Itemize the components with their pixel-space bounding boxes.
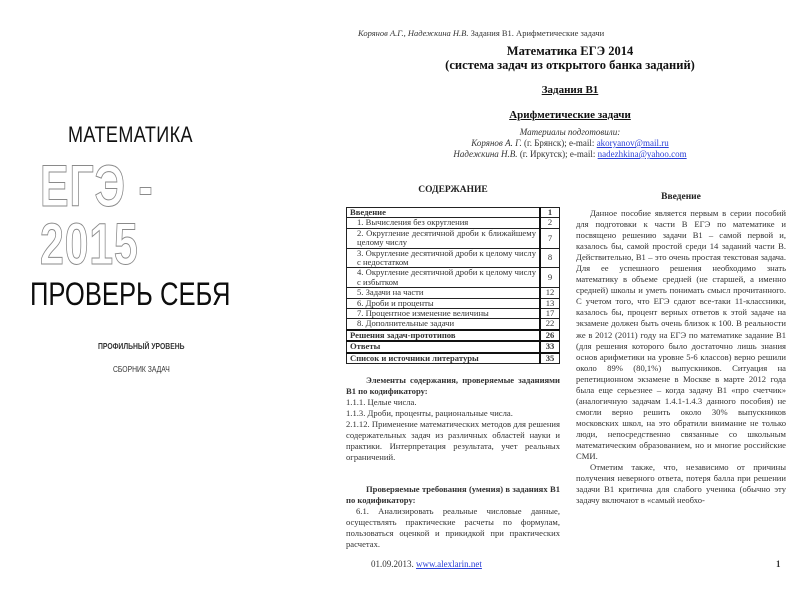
introduction-text — [576, 208, 786, 506]
toc-label: 5. Задачи на части — [347, 288, 541, 298]
toc-row[interactable] — [347, 248, 560, 268]
toc-row[interactable] — [347, 288, 560, 298]
toc-page-number: 35 — [540, 353, 560, 364]
toc-page-number: 33 — [540, 341, 560, 352]
toc-page-number: 8 — [540, 248, 560, 268]
prepared-label: Материалы подготовили: — [519, 127, 621, 137]
introduction-paragraph: Данное пособие является первым в серии пособий для подготовки к части B ЕГЭ по математике и посвящено решению задачи B1 – самой первой и, казалось бы, самой простой среди 14 заданий части B. Действительно, B1 – это очень простая текстовая задача. Для ее успешного решения необходимо знать математику в объеме средней (не старшей, а именно средней) школы и уметь понимать смысл прочитанного. С учетом того, что ЕГЭ сдают все-таки 11-классники, казалось бы, процент верных ответов к этой задаче на экзамене должен быть очень близок к 100. В реальности же в 2012 (2011) году на ЕГЭ по математике задание B1 (для решения которого было достаточно лишь знания основ арифметики на уровне 5-6 классов) верно решили около 89% (80,1%) выпускников. Ситуация на репетиционном экзамене в Москве в марте 2012 года была еще серьезнее – когда задачу B1 «про счетчик» (аналогичную задачам 1.4.1-1.4.3 данного пособия) не смогли верно решить около 30% выпускников московских школ, на это обратили внимание не только люди, непосредственно связанные со школьным математическим образованием, но и многие российские СМИ. — [576, 208, 786, 462]
toc-label: Список и источники литературы — [347, 353, 541, 364]
cover-subject: МАТЕМАТИКА — [68, 122, 193, 147]
cover-exam-title: ЕГЭ - 2015 — [40, 154, 154, 277]
toc-row[interactable] — [347, 353, 560, 364]
authors-block — [340, 127, 800, 160]
codifier-item: 2.1.12. Применение математических методов для решения содержательных задач из различных областей науки и практики. Интерпретация результата, учет реальных ограничений. — [346, 419, 560, 462]
introduction-heading: Введение — [661, 192, 701, 202]
toc-row[interactable] — [347, 218, 560, 228]
cover-page — [0, 0, 330, 600]
toc-row[interactable] — [347, 330, 560, 341]
author-email-link[interactable]: nadezhkina@yahoo.com — [597, 149, 687, 159]
running-head-topic: Задания B1. Арифметические задачи — [470, 28, 605, 38]
author-line-2 — [340, 149, 800, 160]
cover-tagline: ПРОВЕРЬ СЕБЯ — [30, 276, 231, 312]
toc-row[interactable] — [347, 309, 560, 319]
toc-page-number: 22 — [540, 319, 560, 330]
section-heading: Задания B1 — [541, 84, 599, 96]
toc-label: Решения задач-прототипов — [347, 330, 541, 341]
document-page — [340, 0, 800, 600]
toc-page-number: 9 — [540, 268, 560, 288]
toc-label: 6. Дроби и проценты — [347, 298, 541, 308]
subsection-heading: Арифметические задачи — [509, 109, 631, 121]
toc-row[interactable] — [347, 228, 560, 248]
footer-website-link[interactable]: www.alexlarin.net — [416, 559, 482, 569]
footer — [371, 559, 482, 569]
toc-page-number: 12 — [540, 288, 560, 298]
toc-label: 8. Дополнительные задачи — [347, 319, 541, 330]
cover-level: ПРОФИЛЬНЫЙ УРОВЕНЬ — [98, 341, 185, 351]
author-line-1 — [340, 138, 800, 149]
running-head — [358, 28, 604, 38]
toc-page-number: 2 — [540, 218, 560, 228]
toc-label: 3. Округление десятичной дроби к целому числу с недостатком — [347, 248, 541, 268]
page-number: 1 — [776, 559, 781, 569]
author-name: Надежкина Н.В. — [453, 149, 518, 159]
codifier-block — [346, 375, 560, 463]
toc-label: 7. Процентное изменение величины — [347, 309, 541, 319]
codifier-item: 1.1.1. Целые числа. — [346, 397, 417, 407]
introduction-paragraph: Отметим также, что, независимо от причины получения неверного ответа, потеря балла при решении задачи B1 критична для слабого ученика (обычно эту задачу включают в «самый необхо- — [576, 462, 786, 506]
toc-page-number: 26 — [540, 330, 560, 341]
document-subtitle: (система задач из открытого банка заданий) — [445, 58, 695, 72]
toc-row[interactable] — [347, 341, 560, 352]
running-head-authors: Корянов А.Г., Надежкина Н.В. — [358, 28, 469, 38]
toc-label: Ответы — [347, 341, 541, 352]
toc-page-number: 1 — [540, 208, 560, 218]
toc-label: 2. Округление десятичной дроби к ближайшему целому числу — [347, 228, 541, 248]
requirements-body: 6.1. Анализировать реальные числовые данные, осуществлять практические расчеты по формулам, пользоваться оценкой и прикидкой при практических расчетах. — [346, 506, 560, 549]
author-city: (г. Иркутск); e-mail: — [519, 149, 596, 159]
author-name: Корянов А. Г. — [471, 138, 522, 148]
author-city: (г. Брянск); e-mail: — [524, 138, 595, 148]
toc-row[interactable] — [347, 298, 560, 308]
toc-row[interactable] — [347, 268, 560, 288]
toc-label: 1. Вычисления без округления — [347, 218, 541, 228]
toc-page-number: 17 — [540, 309, 560, 319]
toc-row[interactable] — [347, 319, 560, 330]
document-title: Математика ЕГЭ 2014 — [506, 44, 634, 58]
requirements-heading: Проверяемые требования (умения) в заданиях B1 по кодификатору: — [346, 484, 560, 505]
contents-heading: СОДЕРЖАНИЕ — [418, 185, 488, 195]
table-of-contents — [346, 207, 560, 364]
codifier-heading: Элементы содержания, проверяемые заданиями B1 по кодификатору: — [346, 375, 560, 396]
footer-date: 01.09.2013. — [371, 559, 414, 569]
cover-collection: СБОРНИК ЗАДАЧ — [113, 364, 170, 374]
toc-row[interactable] — [347, 208, 560, 218]
toc-label: 4. Округление десятичной дроби к целому числу с избытком — [347, 268, 541, 288]
toc-label: Введение — [347, 208, 541, 218]
author-email-link[interactable]: akoryanov@mail.ru — [596, 138, 669, 148]
toc-page-number: 13 — [540, 298, 560, 308]
codifier-item: 1.1.3. Дроби, проценты, рациональные числа. — [346, 408, 513, 418]
toc-page-number: 7 — [540, 228, 560, 248]
requirements-block — [346, 484, 560, 550]
